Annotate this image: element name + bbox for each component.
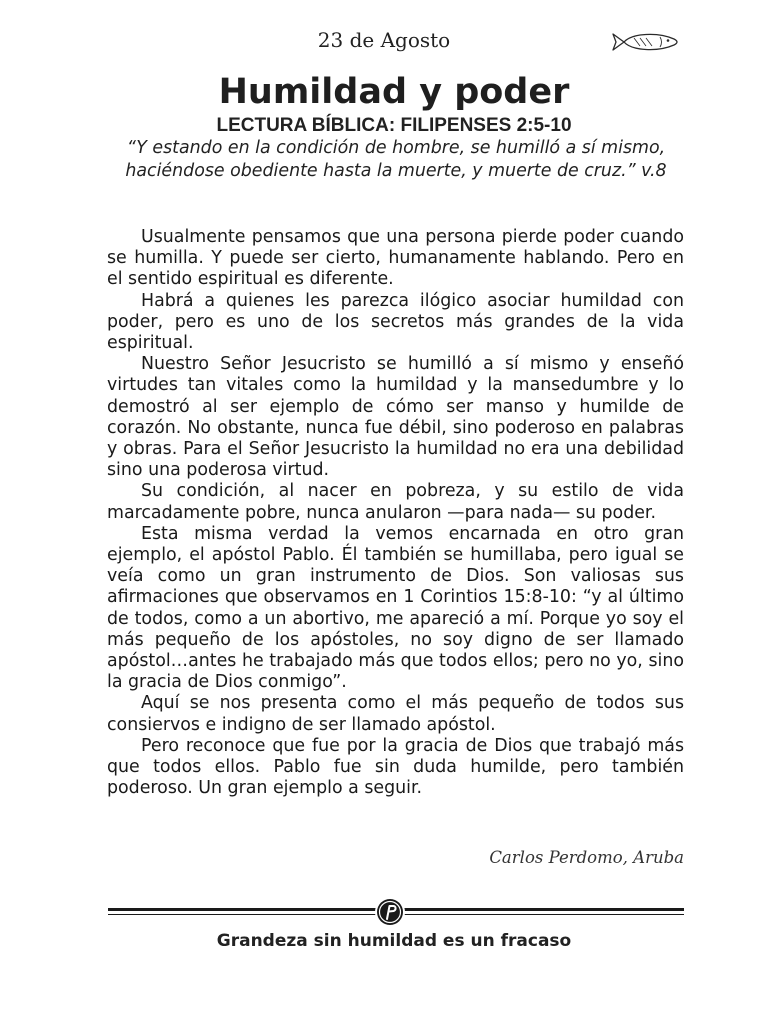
key-verse: “Y estando en la condición de hombre, se humilló a sí mismo, haciéndose obediente hasta la muerte, y muerte de cruz.” v.8: [125, 138, 667, 181]
body-paragraph: Esta misma verdad la vemos encarnada en otro gran ejemplo, el apóstol Pablo. Él también se humillaba, pero igual se veía como un gran instrumento de Dios. Son valiosas sus afirmaciones que observamos en 1 Corintios 15:8-10: “y al último de todos, como a un abortivo, me apareció a mí. Porque yo soy el más pequeño de los apóstoles, no soy digno de ser llamado apóstol…antes he trabajado más que todos ellos; pero no yo, sino la gracia de Dios conmigo”.: [107, 523, 684, 693]
fish-icon: [610, 30, 682, 54]
body-paragraph: Nuestro Señor Jesucristo se humilló a sí mismo y enseñó virtudes tan vitales como la humildad y la mansedumbre y lo demostró al ser ejemplo de cómo ser manso y humilde de corazón. No obstante, nunca fue débil, sino poderoso en palabras y obras. Para el Señor Jesucristo la humildad no era una debilidad sino una poderosa virtud.: [107, 354, 684, 481]
author-signature: Carlos Perdomo, Aruba: [489, 848, 684, 867]
body-paragraph: Aquí se nos presenta como el más pequeño de todos sus consiervos e indigno de ser llamado apóstol.: [107, 693, 684, 735]
body-paragraph: Habrá a quienes les parezca ilógico asociar humildad con poder, pero es uno de los secretos más grandes de la vida espiritual.: [107, 290, 684, 354]
devotional-body: [107, 227, 684, 799]
body-paragraph: Pero reconoce que fue por la gracia de Dios que trabajó más que todos ellos. Pablo fue sin duda humilde, pero también poderoso. Un gran ejemplo a seguir.: [107, 735, 684, 799]
body-paragraph: Su condición, al nacer en pobreza, y su estilo de vida marcadamente pobre, nunca anularon —para nada— su poder.: [107, 481, 684, 523]
bible-reading-reference: LECTURA BÍBLICA: FILIPENSES 2:5-10: [216, 115, 572, 136]
page-title: Humildad y poder: [218, 72, 570, 112]
page-date: 23 de Agosto: [317, 28, 451, 52]
footer-divider: [108, 896, 684, 926]
footer-motto: Grandeza sin humildad es un fracaso: [216, 931, 572, 951]
body-paragraph: Usualmente pensamos que una persona pierde poder cuando se humilla. Y puede ser cierto, humanamente hablando. Pero en el sentido espiritual es diferente.: [107, 227, 684, 290]
publisher-logo-icon: [375, 897, 405, 927]
